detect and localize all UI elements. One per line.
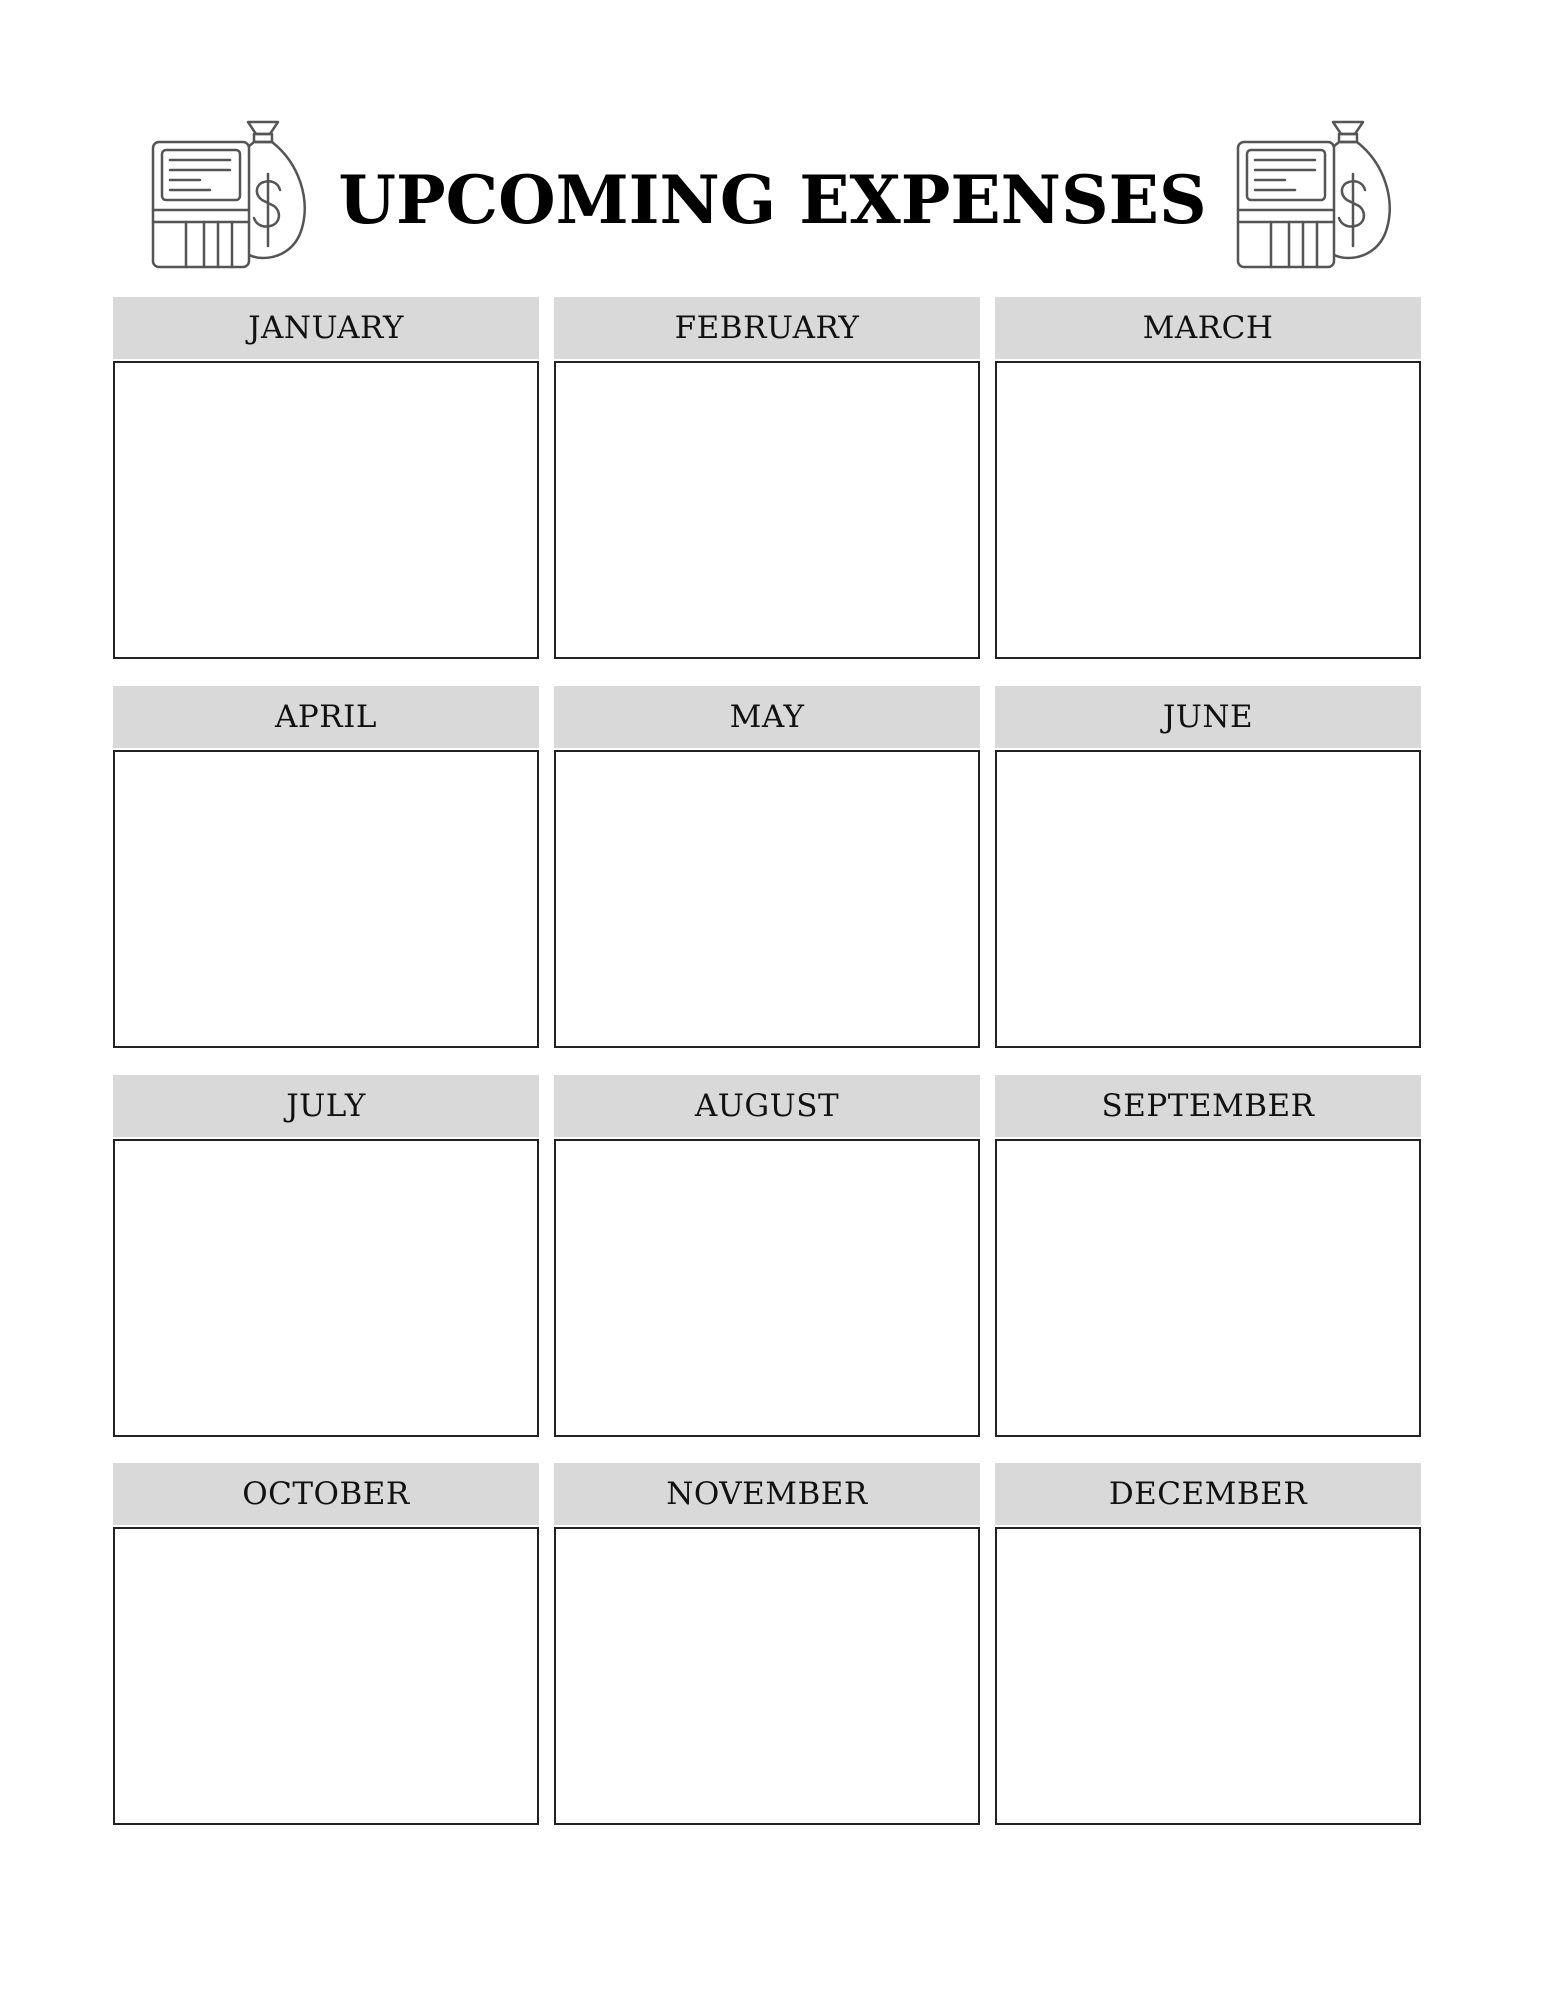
month-header: MARCH [995, 297, 1421, 359]
month-august [554, 1075, 980, 1437]
month-november [554, 1463, 980, 1825]
month-june [995, 686, 1421, 1048]
page-header [0, 0, 1545, 280]
month-entry-box[interactable] [554, 1527, 980, 1825]
month-header: SEPTEMBER [995, 1075, 1421, 1137]
month-march [995, 297, 1421, 659]
month-header: FEBRUARY [554, 297, 980, 359]
month-entry-box[interactable] [554, 361, 980, 659]
month-header: APRIL [113, 686, 539, 748]
month-header: DECEMBER [995, 1463, 1421, 1525]
page-title: UPCOMING EXPENSES [338, 161, 1207, 239]
month-january [113, 297, 539, 659]
month-september [995, 1075, 1421, 1437]
month-february [554, 297, 980, 659]
month-entry-box[interactable] [113, 1139, 539, 1437]
month-entry-box[interactable] [113, 1527, 539, 1825]
month-entry-box[interactable] [113, 361, 539, 659]
month-header: OCTOBER [113, 1463, 539, 1525]
month-header: JUNE [995, 686, 1421, 748]
month-april [113, 686, 539, 1048]
month-entry-box[interactable] [995, 361, 1421, 659]
month-may [554, 686, 980, 1048]
month-header: AUGUST [554, 1075, 980, 1137]
month-october [113, 1463, 539, 1825]
month-entry-box[interactable] [995, 1139, 1421, 1437]
month-entry-box[interactable] [554, 1139, 980, 1437]
month-entry-box[interactable] [995, 1527, 1421, 1825]
cash-register-money-bag-icon [1235, 100, 1405, 270]
month-header: JULY [113, 1075, 539, 1137]
month-entry-box[interactable] [554, 750, 980, 1048]
month-entry-box[interactable] [995, 750, 1421, 1048]
month-entry-box[interactable] [113, 750, 539, 1048]
month-july [113, 1075, 539, 1437]
month-header: JANUARY [113, 297, 539, 359]
month-december [995, 1463, 1421, 1825]
month-header: MAY [554, 686, 980, 748]
month-header: NOVEMBER [554, 1463, 980, 1525]
